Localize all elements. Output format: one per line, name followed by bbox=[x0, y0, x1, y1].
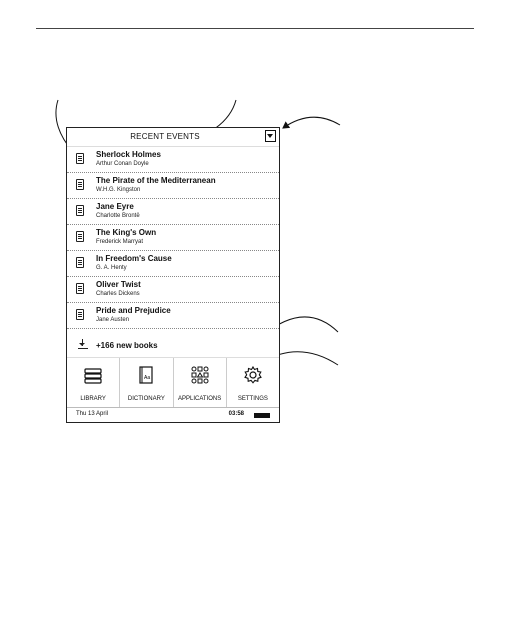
dictionary-label: DICTIONARY bbox=[127, 396, 165, 402]
book-author: Frederick Marryat bbox=[96, 239, 144, 245]
book-title: The King's Own bbox=[96, 228, 157, 237]
book-author: Jane Austen bbox=[96, 317, 130, 323]
new-books-label: +166 new books bbox=[96, 341, 158, 350]
books-stack-icon bbox=[83, 365, 103, 385]
recent-events-list bbox=[67, 147, 279, 329]
book-icon bbox=[76, 153, 84, 164]
book-author: G. A. Henty bbox=[96, 265, 127, 271]
settings-button[interactable] bbox=[227, 358, 279, 407]
book-title: In Freedom's Cause bbox=[96, 254, 172, 263]
settings-label: SETTINGS bbox=[237, 396, 268, 402]
list-item[interactable] bbox=[67, 277, 279, 303]
list-item[interactable] bbox=[67, 303, 279, 329]
book-icon bbox=[76, 231, 84, 242]
book-title: Jane Eyre bbox=[96, 202, 134, 211]
device-screen bbox=[66, 127, 280, 423]
list-item[interactable] bbox=[67, 147, 279, 173]
apps-grid-icon bbox=[190, 365, 210, 385]
book-icon bbox=[76, 205, 84, 216]
book-icon bbox=[76, 257, 84, 268]
book-icon bbox=[76, 309, 84, 320]
book-title: Pride and Prejudice bbox=[96, 306, 171, 315]
svg-text:Aa: Aa bbox=[144, 375, 151, 381]
book-title: The Pirate of the Mediterranean bbox=[96, 176, 216, 185]
battery-icon bbox=[254, 413, 270, 418]
dictionary-button[interactable] bbox=[120, 358, 173, 407]
status-date: Thu 13 April bbox=[76, 411, 109, 417]
download-icon bbox=[78, 339, 88, 350]
book-author: Charles Dickens bbox=[96, 291, 140, 297]
book-author: Arthur Conan Doyle bbox=[96, 161, 149, 167]
book-title: Sherlock Holmes bbox=[96, 150, 161, 159]
status-time: 03:58 bbox=[228, 411, 244, 417]
status-bar bbox=[67, 407, 279, 422]
library-button[interactable] bbox=[67, 358, 120, 407]
book-icon bbox=[76, 283, 84, 294]
callout-arrow-dropdown bbox=[283, 117, 340, 128]
book-author: W.H.G. Kingston bbox=[96, 187, 141, 193]
triangle-down-icon bbox=[267, 134, 273, 138]
list-item[interactable] bbox=[67, 173, 279, 199]
book-author: Charlotte Brontë bbox=[96, 213, 140, 219]
book-icon bbox=[76, 179, 84, 190]
dropdown-button[interactable] bbox=[265, 130, 276, 142]
list-item[interactable] bbox=[67, 251, 279, 277]
dictionary-icon bbox=[136, 365, 156, 385]
recent-events-title: RECENT EVENTS bbox=[130, 132, 200, 141]
page-top-rule bbox=[36, 28, 474, 29]
applications-button[interactable] bbox=[174, 358, 227, 407]
applications-label: APPLICATIONS bbox=[178, 396, 222, 402]
recent-events-header bbox=[67, 128, 279, 147]
library-label: LIBRARY bbox=[80, 396, 106, 402]
list-item[interactable] bbox=[67, 225, 279, 251]
gear-icon bbox=[243, 365, 263, 385]
list-item[interactable] bbox=[67, 199, 279, 225]
new-books-item[interactable] bbox=[67, 333, 279, 358]
app-panel bbox=[67, 358, 279, 407]
book-title: Oliver Twist bbox=[96, 280, 141, 289]
